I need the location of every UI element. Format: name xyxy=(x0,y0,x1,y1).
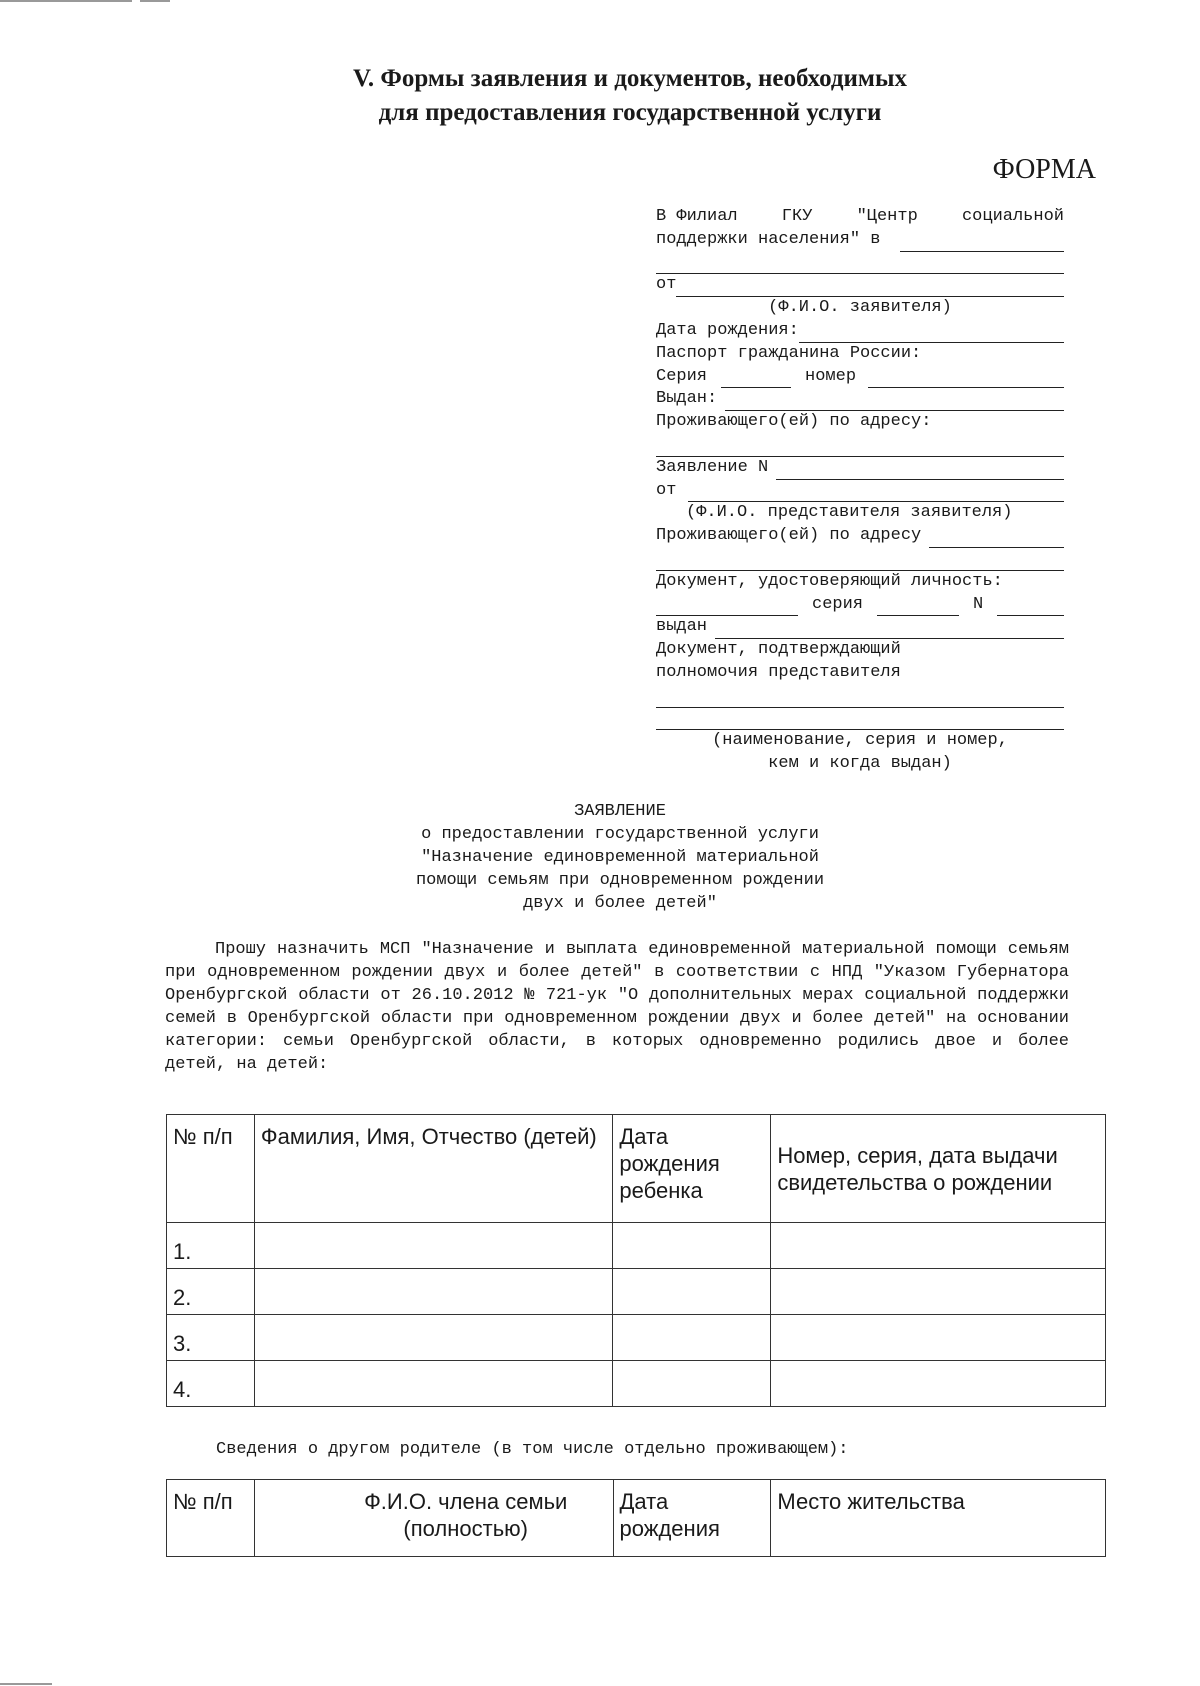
number-label: номер xyxy=(805,366,857,386)
branch-field-continued[interactable] xyxy=(656,259,1064,274)
birth-date-cell[interactable] xyxy=(613,1315,771,1361)
row-number: 3. xyxy=(167,1315,255,1361)
application-title-line: ЗАЯВЛЕНИЕ xyxy=(574,802,666,821)
authority-caption: кем и когда выдан) xyxy=(768,754,952,774)
addressee-word: В Филиал xyxy=(656,207,738,226)
id-doc-number-field[interactable] xyxy=(997,601,1064,616)
residing-label: Проживающего(ей) по адресу: xyxy=(656,412,932,432)
addressee-word: "Центр xyxy=(856,207,918,226)
representative-caption: (Ф.И.О. представителя заявителя) xyxy=(686,503,1013,523)
birth-date-cell[interactable] xyxy=(613,1361,771,1407)
authority-doc-label: Документ, подтверждающий xyxy=(656,640,901,660)
request-text xyxy=(165,938,1069,1076)
caption-line xyxy=(656,297,1064,320)
column-header: Дата рождения xyxy=(613,1480,771,1557)
addressee-line xyxy=(656,229,1064,252)
number-field[interactable] xyxy=(868,373,1064,388)
blank-line xyxy=(656,708,1064,731)
rep-address-field-continued[interactable] xyxy=(656,556,1064,571)
addressee-text: поддержки населения" в xyxy=(656,229,881,249)
from-label: от xyxy=(656,275,677,295)
rep-from-line xyxy=(656,480,1064,503)
table-header-row xyxy=(167,1480,1106,1557)
section-heading-line: V. Формы заявления и документов, необходимых xyxy=(353,65,907,92)
child-name-cell[interactable] xyxy=(254,1269,613,1315)
row-number: 4. xyxy=(167,1361,255,1407)
blank-line xyxy=(656,434,1064,457)
birth-date-cell[interactable] xyxy=(613,1269,771,1315)
blank-line xyxy=(656,548,1064,571)
column-header: Место жительства xyxy=(771,1480,1106,1557)
caption-line xyxy=(656,730,1064,753)
child-name-cell[interactable] xyxy=(254,1315,613,1361)
column-header: № п/п xyxy=(167,1115,255,1223)
birth-date-field[interactable] xyxy=(799,328,1064,343)
id-doc-label: Документ, удостоверяющий личность: xyxy=(656,571,1003,591)
blank-line xyxy=(656,252,1064,275)
addressee-line xyxy=(656,206,1064,229)
caption-line xyxy=(656,753,1064,776)
certificate-cell[interactable] xyxy=(771,1269,1106,1315)
section-heading-line: для предоставления государственной услуги xyxy=(378,99,882,126)
scan-edge-mark xyxy=(0,0,132,2)
n-label: N xyxy=(973,594,984,614)
series-number-line xyxy=(656,366,1064,389)
issued-field[interactable] xyxy=(725,396,1064,411)
addressee-word: ГКУ xyxy=(781,207,813,226)
column-header: Номер, серия, дата выдачи свидетельства о рождении xyxy=(771,1115,1106,1223)
application-title-line: о предоставлении государственной услуги xyxy=(421,825,819,844)
certificate-cell[interactable] xyxy=(771,1223,1106,1269)
issued-label: Выдан: xyxy=(656,389,718,409)
child-name-cell[interactable] xyxy=(254,1361,613,1407)
birth-date-cell[interactable] xyxy=(613,1223,771,1269)
birth-date-label: Дата рождения: xyxy=(656,320,799,340)
request-paragraph: Прошу назначить МСП "Назначение и выплата единовременной материальной помощи семьям при одновременном рождении двух и более детей" в соответствии с НПД "Указом Губернатора Оренбургской области от 26.10.2012 № 721-ук "О дополнительных мерах социальной поддержки семей в Оренбургской области при одновременном рождении двух и более детей" на основании категории: семьи Оренбургской области, в которых одновременно родились двое и более детей, на детей: xyxy=(165,940,1069,1074)
from-label: от xyxy=(656,480,677,500)
row-number: 2. xyxy=(167,1269,255,1315)
issued-label: выдан xyxy=(656,617,708,637)
application-no-line xyxy=(656,457,1064,480)
id-doc-type-field[interactable] xyxy=(656,601,798,616)
application-no-field[interactable] xyxy=(776,465,1064,480)
id-doc-issued-field[interactable] xyxy=(715,624,1064,639)
scan-edge-mark xyxy=(140,0,170,2)
other-parent-label: Сведения о другом родителе (в том числе отдельно проживающем): xyxy=(216,1440,849,1459)
authority-doc-line xyxy=(656,662,1064,685)
table-row xyxy=(167,1269,1106,1315)
scan-edge-mark xyxy=(0,1683,52,1685)
residing-line xyxy=(656,411,1064,434)
from-line xyxy=(656,274,1064,297)
application-title-line: двух и более детей" xyxy=(523,894,717,913)
caption-line xyxy=(656,502,1064,525)
column-header: № п/п xyxy=(167,1480,255,1557)
column-header: Фамилия, Имя, Отчество (детей) xyxy=(254,1115,613,1223)
row-number: 1. xyxy=(167,1223,255,1269)
residing-label: Проживающего(ей) по адресу xyxy=(656,526,922,546)
series-label: Серия xyxy=(656,366,708,386)
address-field[interactable] xyxy=(656,442,1064,457)
issued2-line xyxy=(656,616,1064,639)
application-title xyxy=(350,800,890,915)
id-doc-series-line xyxy=(656,594,1064,617)
table-row xyxy=(167,1361,1106,1407)
table-header-row xyxy=(167,1115,1106,1223)
applicant-caption: (Ф.И.О. заявителя) xyxy=(768,298,952,318)
section-heading xyxy=(0,62,1200,130)
authority-doc-field[interactable] xyxy=(656,693,1064,708)
series-field[interactable] xyxy=(721,373,791,388)
certificate-cell[interactable] xyxy=(771,1361,1106,1407)
series-label: серия xyxy=(812,594,864,614)
authority-doc-field-continued[interactable] xyxy=(656,715,1064,730)
certificate-cell[interactable] xyxy=(771,1315,1106,1361)
other-parent-table xyxy=(166,1479,1106,1557)
form-label: ФОРМА xyxy=(992,154,1096,185)
id-doc-line xyxy=(656,571,1064,594)
child-name-cell[interactable] xyxy=(254,1223,613,1269)
column-header: Дата рождения ребенка xyxy=(613,1115,771,1223)
birth-date-line xyxy=(656,320,1064,343)
children-table xyxy=(166,1114,1106,1407)
column-header: Ф.И.О. члена семьи (полностью) xyxy=(254,1480,613,1557)
application-title-line: "Назначение единовременной материальной xyxy=(421,848,819,867)
applicant-name-field[interactable] xyxy=(676,282,1064,297)
authority-caption: (наименование, серия и номер, xyxy=(712,731,1008,751)
residing2-line xyxy=(656,525,1064,548)
branch-field[interactable] xyxy=(900,237,1064,252)
table-row xyxy=(167,1315,1106,1361)
passport-label: Паспорт гражданина России: xyxy=(656,343,922,363)
issued-line xyxy=(656,388,1064,411)
table-row xyxy=(167,1223,1106,1269)
id-doc-series-field[interactable] xyxy=(877,601,959,616)
addressee-word: социальной xyxy=(961,207,1064,226)
application-title-line: помощи семьям при одновременном рождении xyxy=(415,871,825,890)
application-no-label: Заявление N xyxy=(656,457,769,477)
representative-name-field[interactable] xyxy=(688,487,1064,502)
rep-address-field[interactable] xyxy=(929,533,1064,548)
addressee-block xyxy=(656,206,1064,776)
passport-line xyxy=(656,343,1064,366)
authority-doc-line xyxy=(656,639,1064,662)
blank-line xyxy=(656,685,1064,708)
authority-doc-label: полномочия представителя xyxy=(656,662,901,682)
